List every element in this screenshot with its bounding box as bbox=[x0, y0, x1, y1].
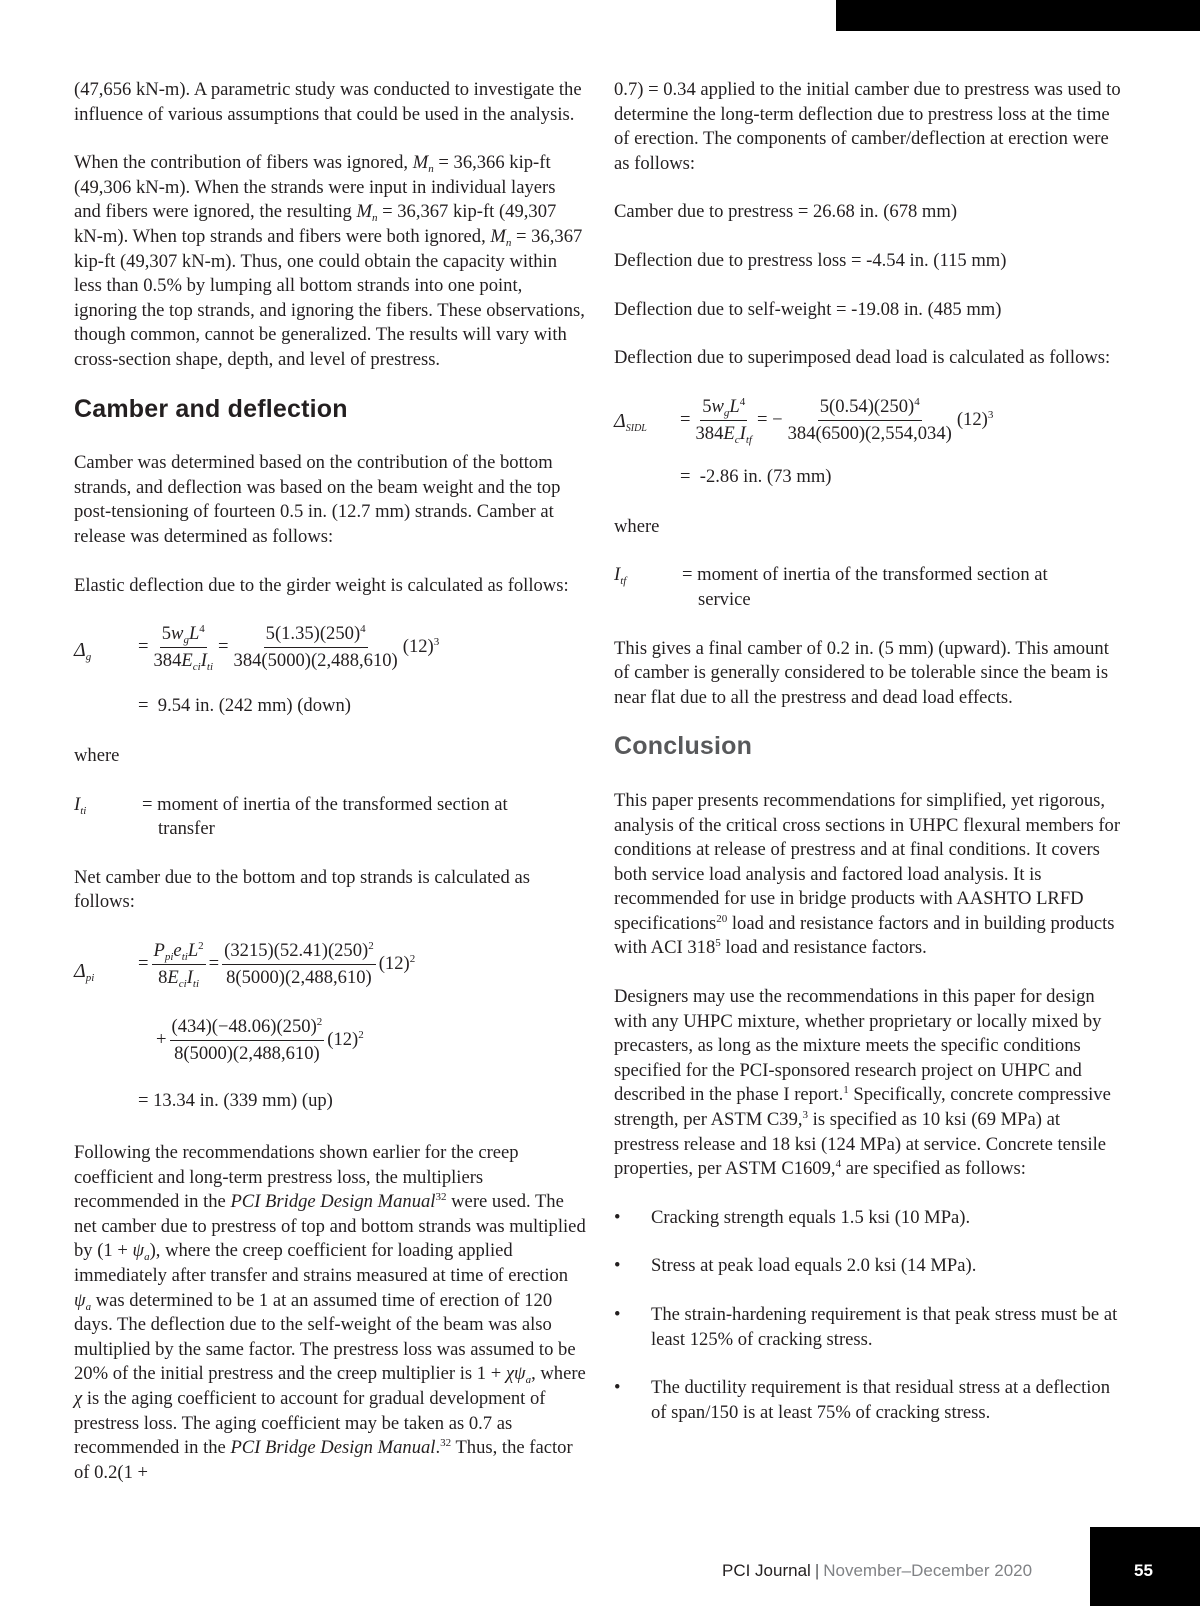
equation-result: -2.86 in. (73 mm) bbox=[699, 465, 832, 487]
definition: $I_{ti}$ = moment of inertia of the transformed section at transfer bbox=[74, 793, 508, 840]
footer-separator: | bbox=[814, 1561, 820, 1580]
paragraph: where bbox=[614, 515, 660, 537]
issue-date: November–December 2020 bbox=[823, 1561, 1033, 1580]
equation-girder-deflection: $\Delta_g$ = $\frac{5w_gL^4}{384E_{ci}I_{ti}}$ = $\frac{5(1.35)(250)^4}{384(5000)(2,488,610)}$ $(12)^3$ = 9.54 in. (242 mm) (down) bbox=[74, 623, 440, 717]
paragraph: This paper presents recommendations for simplified, yet rigorous, analysis of the critical cross sections in UHPC flexural members for conditions at release of prestress and at final conditions. It covers both service load analysis and factored load analysis. It is recommended for use in bridge products with AASHTO LRFD specifications$^{20}$ load and resistance factors and in building products with ACI $318^5$ load and resistance factors. bbox=[614, 789, 1121, 959]
right-column bbox=[614, 78, 1126, 1449]
equation-result: 9.54 in. (242 mm) (down) bbox=[157, 695, 351, 717]
paragraph: Designers may use the recommendations in this paper for design with any UHPC mixture, whether proprietary or locally mixed by precasters, as long as the mixture meets the specific conditions specified for the PCI-sponsored research project on UHPC and described in the phase I report.$^1$ Specifically, concrete compressive strength, per ASTM C39,$^3$ is specified as 10 ksi (69 MPa) at prestress release and 18 ksi (124 MPa) at service. Concrete tensile properties, per ASTM C1609,$^4$ are specified as follows: bbox=[614, 986, 1111, 1180]
list-item: • Stress at peak load equals 2.0 ksi (14 MPa). bbox=[614, 1255, 977, 1277]
definition: $I_{tf}$ = moment of inertia of the transformed section at service bbox=[614, 564, 1048, 610]
list-item: • The ductility requirement is that residual stress at a deflection of span/150 is at least 75% of cracking stress. bbox=[614, 1377, 1111, 1423]
camber-component: Camber due to prestress = 26.68 in. (678 mm) bbox=[614, 201, 958, 223]
page-number: 55 bbox=[1134, 1561, 1153, 1580]
left-column bbox=[74, 78, 586, 1509]
header-bar bbox=[836, 0, 1200, 31]
equation-result: = 13.34 in. (339 mm) (up) bbox=[138, 1090, 333, 1112]
section-heading: Conclusion bbox=[614, 732, 753, 761]
journal-name: PCI Journal bbox=[722, 1561, 811, 1580]
bullet-list bbox=[614, 1206, 1126, 1426]
equation-net-camber: $\Delta_{pi}$ = $\frac{P_{pi}e_{ti}L^2}{8E_{ci}I_{ti}}$ = $\frac{(3215)(52.41)(250)^2}{8(5000)(2,488,610)}$ $(12)^2$ + $\frac{(434)(-48.06)(250)^2}{8(5000)(2,488,610)}$ $(12)^2$ = 13.34 in. (339 mm) (up) bbox=[74, 939, 586, 1117]
paragraph: Camber was determined based on the contribution of the bottom strands, and deflection was based on the beam weight and the top post-tensioning of fourteen 0.5 in. (12.7 mm) strands. Camber at release was determined as follows: bbox=[74, 452, 561, 547]
camber-component: Deflection due to self-weight = -19.08 in. (485 mm) bbox=[614, 298, 1002, 320]
list-item: • The strain-hardening requirement is that peak stress must be at least 125% of cracking stress. bbox=[614, 1304, 1118, 1350]
paragraph: Elastic deflection due to the girder weight is calculated as follows: bbox=[74, 574, 569, 596]
section-heading: Camber and deflection bbox=[74, 394, 348, 423]
paragraph: where bbox=[74, 745, 120, 767]
paragraph: (47,656 kN-m). A parametric study was conducted to investigate the influence of various assumptions that could be used in the analysis. bbox=[74, 79, 582, 125]
footer bbox=[722, 1561, 1032, 1581]
list-item: • Cracking strength equals 1.5 ksi (10 MPa). bbox=[614, 1206, 971, 1228]
paragraph: Deflection due to superimposed dead load is calculated as follows: bbox=[614, 347, 1111, 369]
paragraph: When the contribution of fibers was ignored, $M_n = 36,366$ kip-ft (49,306 kN-m). When the strands were input in individual layers and fibers were ignored, the resulting $M_n = 36,367$ kip-ft (49,307 kN-m). When top strands and fibers were both ignored, $M_n = 36,367$ kip-ft (49,307 kN-m). Thus, one could obtain the capacity within less than 0.5% by lumping all bottom strands into one point, ignoring the top strands, and ignoring the fibers. These observations, though common, cannot be generalized. The results will vary with cross-section shape, depth, and level of prestress. bbox=[74, 152, 585, 370]
paragraph: 0.7) = 0.34 applied to the initial camber due to prestress was used to determine the long-term deflection due to prestress loss at the time of erection. The components of camber/deflection at erection were as follows: bbox=[614, 79, 1121, 174]
camber-component: Deflection due to prestress loss = -4.54 in. (115 mm) bbox=[614, 249, 1007, 271]
page-number-box bbox=[1090, 1527, 1200, 1606]
equation-sidl-deflection: $\Delta_{SIDL}$ = $\frac{5w_gL^4}{384E_cI_{tf}}$ = − $\frac{5(0.54)(250)^4}{384(6500)(2,554,034)}$ $(12)^3$ = -2.86 in. (73 mm) bbox=[614, 395, 994, 487]
paragraph: Following the recommendations shown earlier for the creep coefficient and long-term prestress loss, the multipliers recommended in the PCI Bridge Design Manual$^{32}$ were used. The net camber due to prestress of top and bottom strands was multiplied by $(1 + \psi_a)$, where the creep coefficient for loading applied immediately after transfer and strains measured at time of erection $\psi_a$ was determined to be 1 at an assumed time of erection of 120 days. The deflection due to the self-weight of the beam was also multiplied by the same factor. The prestress loss was assumed to be 20% of the initial prestress and the creep multiplier is $1 + \chi\psi_a$, where χ is the aging coefficient to account for gradual development of prestress loss. The aging coefficient may be taken as 0.7 as recommended in the PCI Bridge Design Manual.$^{32}$ Thus, the factor of 0.2(1 + bbox=[74, 1142, 586, 1483]
paragraph: This gives a final camber of 0.2 in. (5 mm) (upward). This amount of camber is generally considered to be tolerable since the beam is near flat due to all the prestress and dead load effects. bbox=[614, 637, 1109, 708]
paragraph: Net camber due to the bottom and top strands is calculated as follows: bbox=[74, 866, 530, 913]
